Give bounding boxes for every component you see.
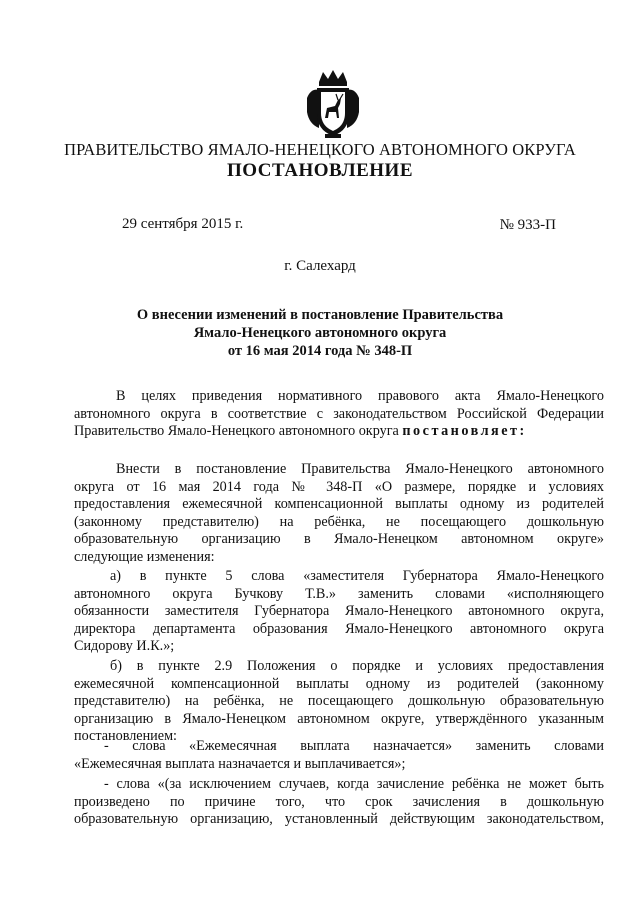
text-line: В целях приведения нормативного правового акта Ямало-Ненецкого [116,388,604,404]
title-line: Ямало-Ненецкого автономного округа [193,325,447,341]
text-line: обязанности заместителя Губернатора Ямало-Ненецкого автономного округа, [74,603,604,620]
document-title [0,306,640,360]
text-line: директора департамента образования Ямало-Ненецкого автономного округа [74,620,604,637]
coat-of-arms-icon [305,68,361,140]
text-fragment: Правительство Ямало-Ненецкого автономного округа [74,423,403,440]
text-line: постановлением: [74,728,177,745]
text-line: - слова «Ежемесячная выплата назначается» заменить словами [104,738,604,754]
text-line: предоставления ежемесячной компенсационной выплаты одному из родителей [74,496,604,513]
document-date: 29 сентября 2015 г. [122,216,244,232]
text-line: ежемесячной компенсационной выплаты одному из родителей (законному [74,675,604,692]
text-line: а) в пункте 5 слова «заместителя Губернатора Ямало-Ненецкого [110,568,604,584]
text-line: автономного округа в соответствие с законодательством Российской Федерации [74,405,604,422]
text-line: Внести в постановление Правительства Ямало-Ненецкого автономного [116,461,604,477]
text-line: образовательную организацию в Ямало-Ненецком автономном округе» [74,531,604,548]
text-line: «Ежемесячная выплата назначается и выплачивается»; [74,755,406,772]
text-line [74,423,604,441]
text-line: Сидорову И.К.»; [74,638,175,655]
document-number: № 933-П [499,217,556,233]
text-line: автономного округа Бучкову Т.В.» заменить словами «исполняющего [74,585,604,602]
text-line: организацию в Ямало-Ненецком автономном округе, утверждённого указанным [74,710,604,727]
text-line: (законному представителю) на ребёнка, не посещающего дошкольную [74,513,604,530]
text-line: - слова «(за исключением случаев, когда зачисление ребёнка не может быть [104,776,604,792]
text-line: б) в пункте 2.9 Положения о порядке и условиях предоставления [110,658,604,674]
document-type: ПОСТАНОВЛЕНИЕ [226,160,414,181]
text-line: округа от 16 мая 2014 года № 348-П «О размере, порядке и условиях [74,478,604,495]
government-name: ПРАВИТЕЛЬСТВО ЯМАЛО-НЕНЕЦКОГО АВТОНОМНОГО ОКРУГА [64,140,576,159]
text-line: представителю) на ребёнка, не посещающего дошкольную образовательную [74,693,604,710]
paragraph-item-b [74,658,604,746]
title-line: О внесении изменений в постановление Правительства [136,307,504,323]
paragraph-item-a [74,568,604,656]
paragraph-dash-2 [74,776,604,829]
paragraph-preamble [74,388,604,441]
text-line: следующие изменения: [74,548,215,565]
paragraph-dash-1 [74,738,604,773]
document-city: г. Салехард [284,258,356,274]
title-line: от 16 мая 2014 года № 348-П [227,343,413,359]
resolution-word: постановляет: [402,423,527,440]
paragraph-changes [74,461,604,567]
text-line: образовательную организацию, установленный действующим законодательством, [74,811,604,828]
text-line: произведено по причине того, что срок зачисления в дошкольную [74,793,604,810]
